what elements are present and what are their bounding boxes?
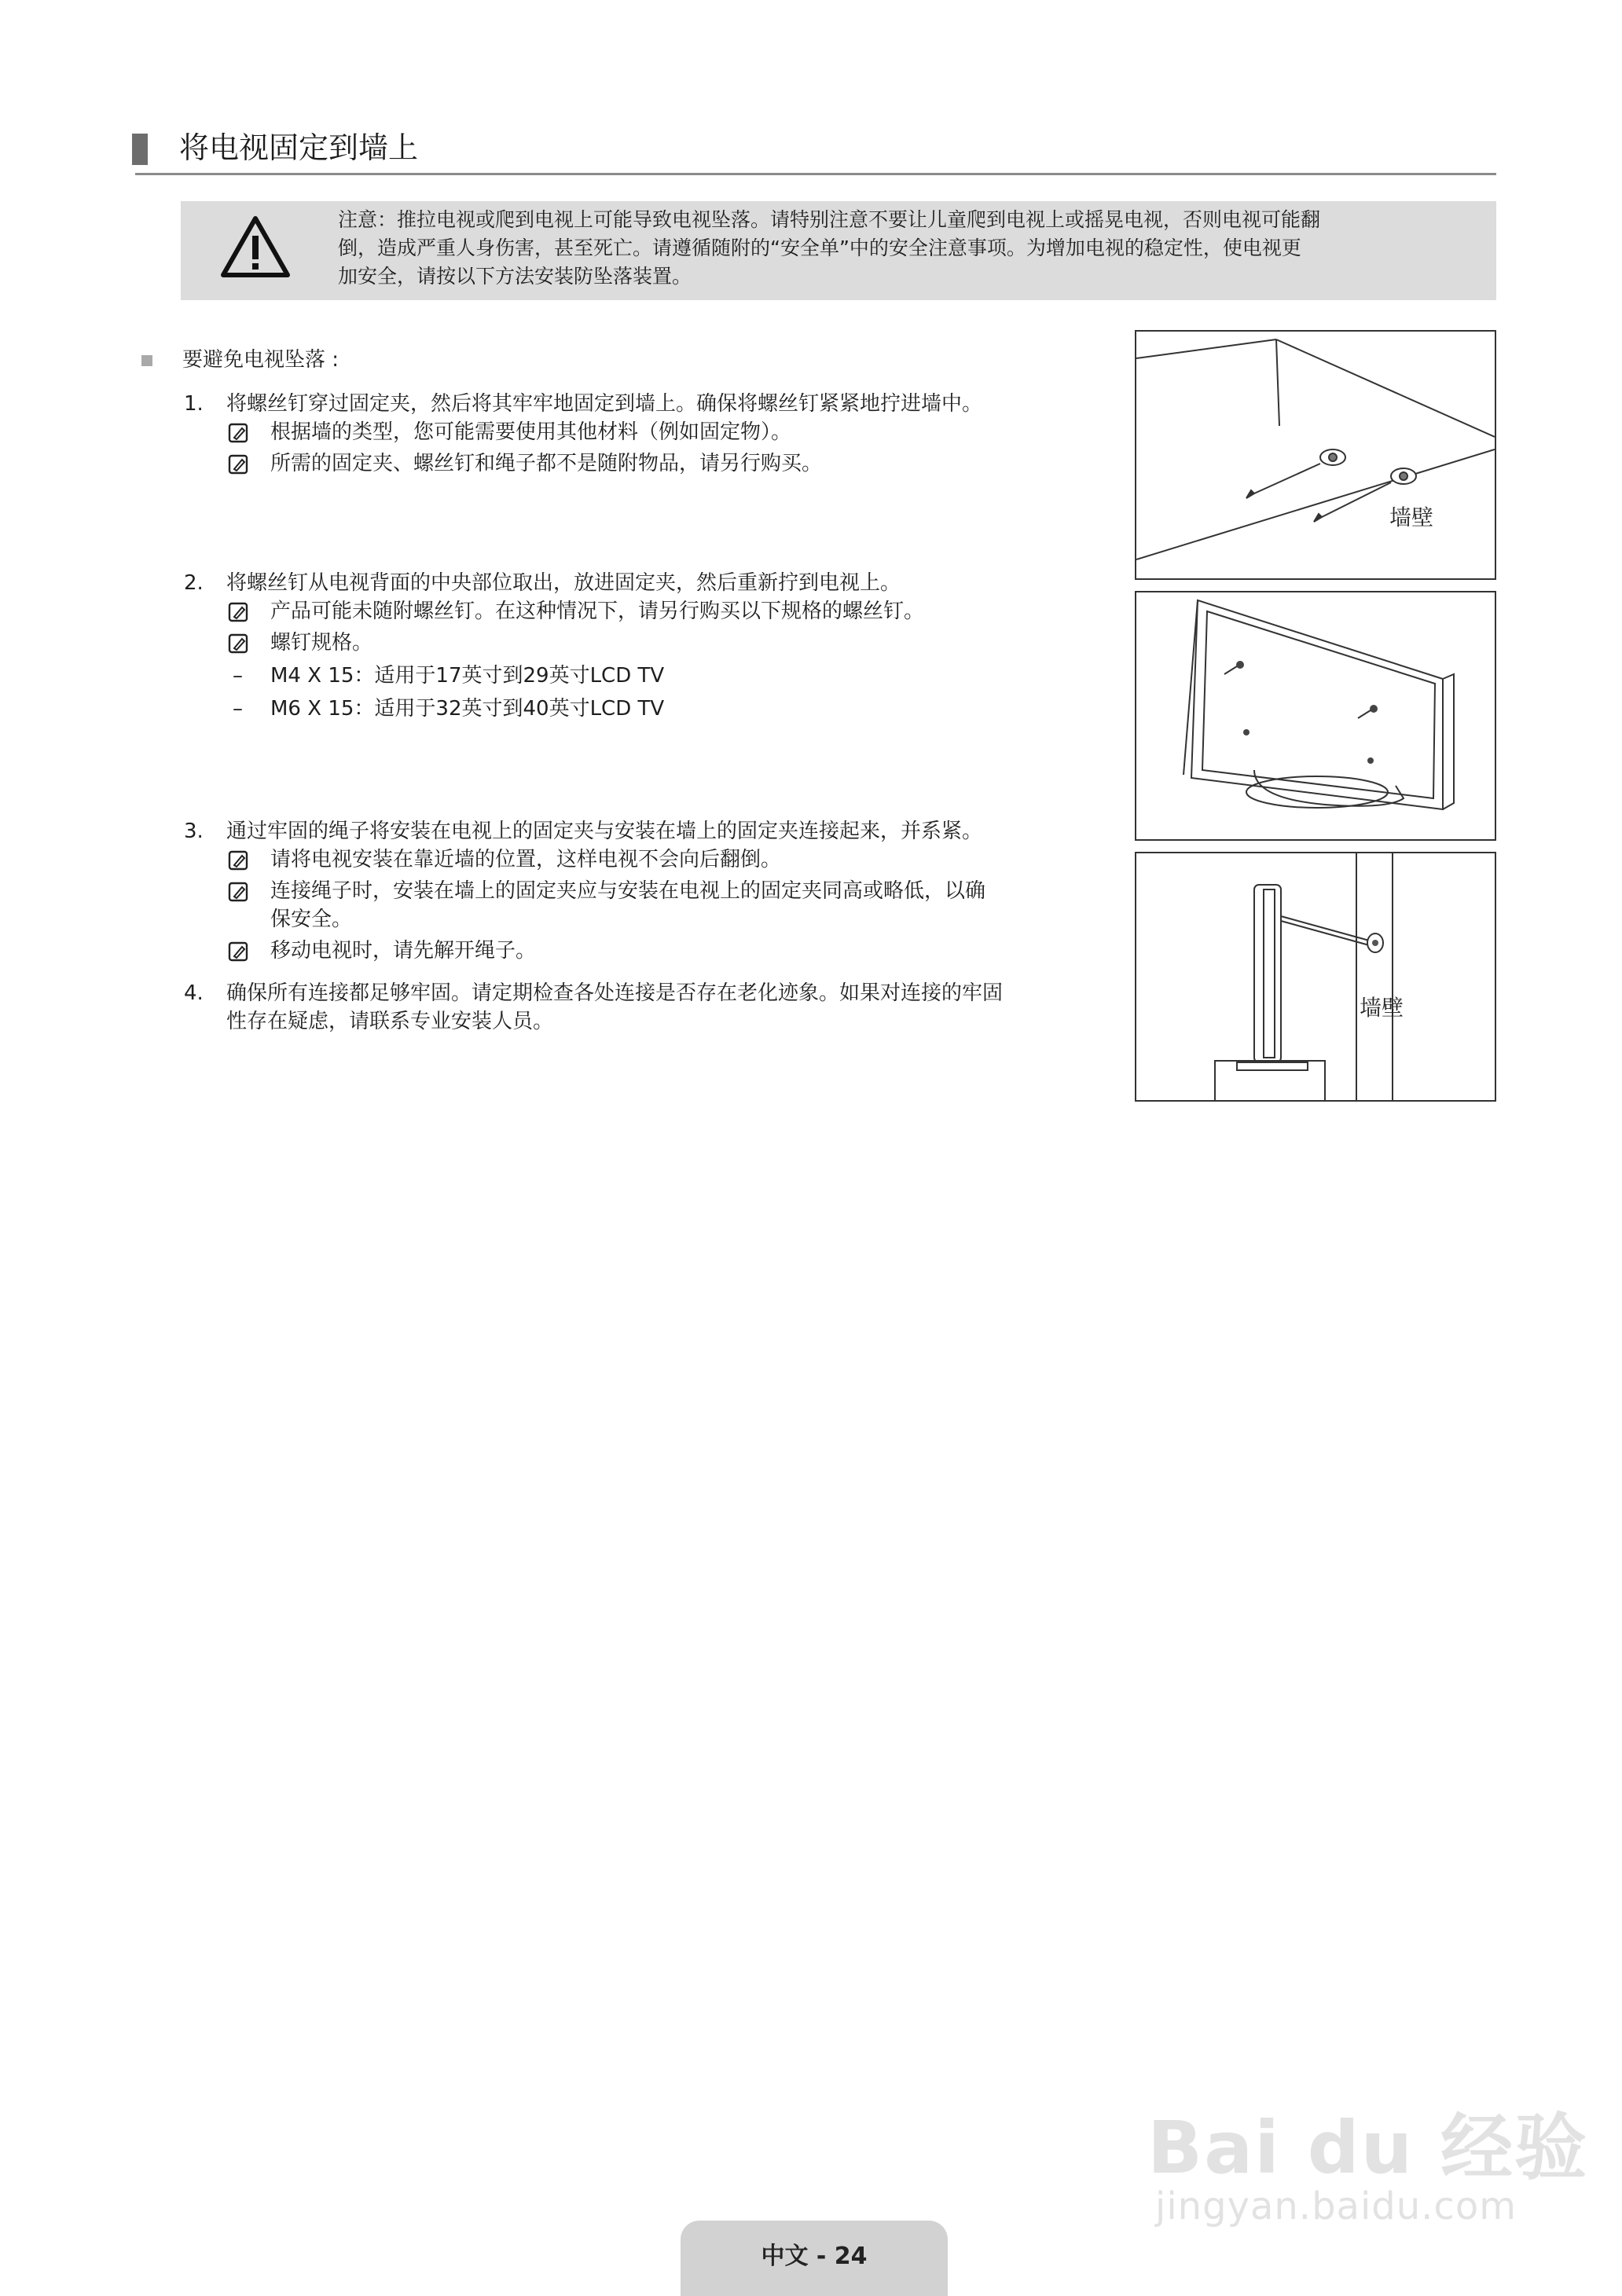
warning-line: 加安全，请按以下方法安装防坠落装置。 xyxy=(338,265,692,288)
warning-line: 注意：推拉电视或爬到电视上可能导致电视坠落。请特别注意不要让儿童爬到电视上或摇晃电视，否则电视可能翻 xyxy=(338,208,1321,231)
wall-label: 墙壁 xyxy=(1389,504,1434,530)
note-icon xyxy=(228,941,248,962)
title-divider xyxy=(135,173,1496,175)
note-text: 请将电视安装在靠近墙的位置，这样电视不会向后翻倒。 xyxy=(270,848,782,871)
warning-text xyxy=(338,206,1485,291)
note-icon xyxy=(228,602,248,622)
step-text-continued: 性存在疑虑，请联系专业安装人员。 xyxy=(226,1010,554,1033)
title-marker xyxy=(132,134,148,165)
step-text: 将螺丝钉从电视背面的中央部位取出，放进固定夹，然后重新拧到电视上。 xyxy=(226,571,901,595)
screw-hole-icon xyxy=(1236,661,1244,669)
note-text: 螺钉规格。 xyxy=(270,631,373,655)
screw-hole-icon xyxy=(1370,705,1378,713)
note-text: 所需的固定夹、螺丝钉和绳子都不是随附物品，请另行购买。 xyxy=(270,452,823,475)
step-number: 4. xyxy=(184,981,204,1005)
screw-hole-icon xyxy=(1367,757,1374,764)
figure-wall-bracket xyxy=(1135,330,1496,580)
note-icon xyxy=(228,850,248,871)
figure-tv-tied-to-wall xyxy=(1135,852,1496,1102)
figure-tv-back xyxy=(1135,591,1496,841)
wall-clip-icon xyxy=(1367,933,1383,952)
page-number: 中文 - 24 xyxy=(761,2243,868,2270)
note-text: 连接绳子时，安装在墙上的固定夹应与安装在电视上的固定夹同高或略低，以确 xyxy=(270,879,986,903)
step-number: 3. xyxy=(184,820,204,843)
warning-line: 倒，造成严重人身伤害，甚至死亡。请遵循随附的“安全单”中的安全注意事项。为增加电视的稳定性，使电视更 xyxy=(338,237,1301,259)
step-text: 将螺丝钉穿过固定夹，然后将其牢牢地固定到墙上。确保将螺丝钉紧紧地拧进墙中。 xyxy=(226,392,983,416)
note-icon xyxy=(228,882,248,902)
square-bullet-icon xyxy=(141,355,152,366)
step-number: 2. xyxy=(184,571,204,595)
step-number: 1. xyxy=(184,392,204,416)
step-text: 通过牢固的绳子将安装在电视上的固定夹与安装在墙上的固定夹连接起来，并系紧。 xyxy=(226,820,983,843)
page-title: 将电视固定到墙上 xyxy=(179,130,419,165)
wall-label: 墙壁 xyxy=(1360,995,1404,1021)
watermark-logo: Bai du 经验 xyxy=(1147,2106,1589,2190)
note-text: 根据墙的类型，您可能需要使用其他材料（例如固定物）。 xyxy=(270,420,792,444)
dash-bullet: – xyxy=(233,664,243,688)
watermark-url: jingyan.baidu.com xyxy=(1155,2184,1517,2228)
spec-item: M4 X 15：适用于17英寸到29英寸LCD TV xyxy=(270,664,665,688)
warning-triangle-icon xyxy=(220,214,291,280)
dash-bullet: – xyxy=(233,697,243,721)
note-icon xyxy=(228,633,248,654)
screw-hole-icon xyxy=(1243,729,1250,735)
intro-text: 要避免电视坠落 : xyxy=(182,348,339,372)
note-text-continued: 保安全。 xyxy=(270,908,353,931)
note-icon xyxy=(228,423,248,443)
note-icon xyxy=(228,454,248,475)
note-text: 产品可能未随附螺丝钉。在这种情况下，请另行购买以下规格的螺丝钉。 xyxy=(270,600,925,623)
spec-item: M6 X 15：适用于32英寸到40英寸LCD TV xyxy=(270,697,665,721)
step-text: 确保所有连接都足够牢固。请定期检查各处连接是否存在老化迹象。如果对连接的牢固 xyxy=(226,981,1004,1005)
note-text: 移动电视时，请先解开绳子。 xyxy=(270,939,537,963)
screw-icon xyxy=(1246,449,1345,498)
